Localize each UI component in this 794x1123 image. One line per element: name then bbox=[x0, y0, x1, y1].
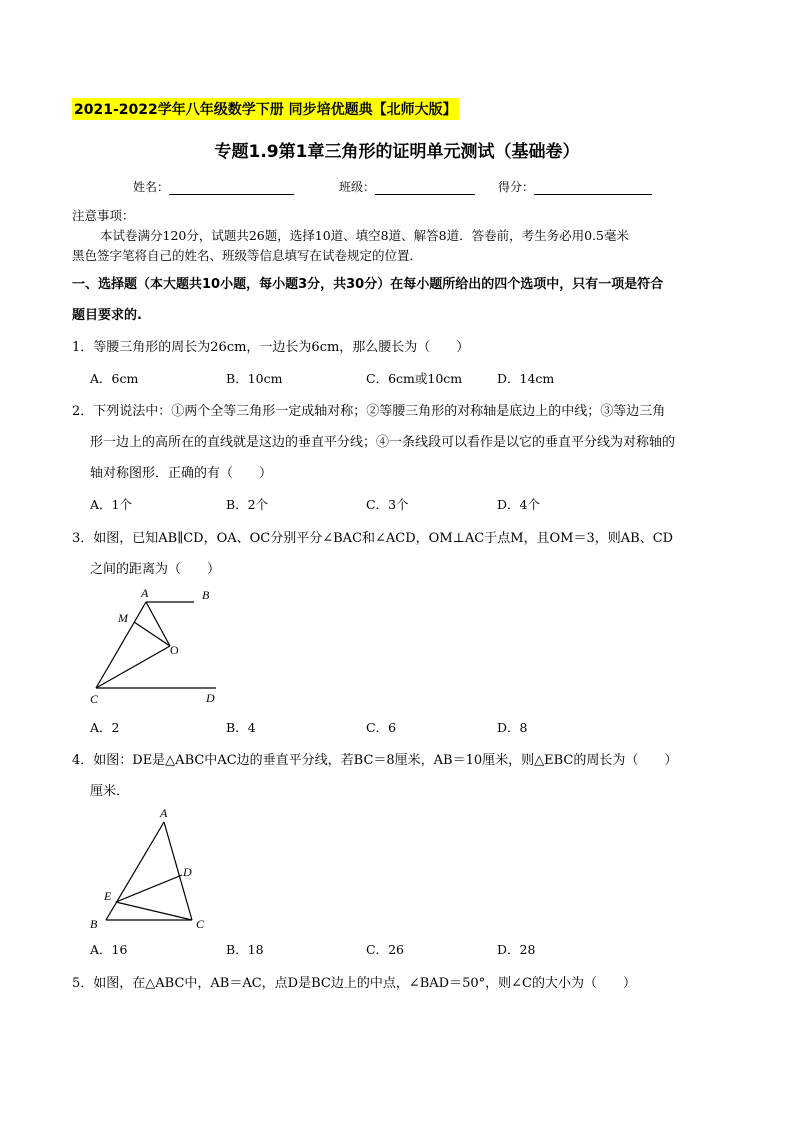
q3-option-c[interactable]: C．6 bbox=[366, 720, 397, 735]
q2-option-d[interactable]: D．4个 bbox=[497, 497, 540, 512]
label-d: D bbox=[183, 865, 192, 879]
label-b: B bbox=[90, 917, 98, 931]
score-field bbox=[498, 178, 652, 195]
label-m: M bbox=[118, 611, 128, 625]
q1-stem: 1．等腰三角形的周长为26cm，一边长为6cm，那么腰长为（ ） bbox=[72, 340, 470, 355]
class-blank[interactable] bbox=[375, 180, 475, 195]
q4-figure bbox=[84, 804, 224, 932]
line-co bbox=[96, 646, 170, 688]
line-ed bbox=[116, 875, 182, 902]
q5-stem: 5．如图，在△ABC中，AB＝AC，点D是BC边上的中点，∠BAD＝50°，则∠C的大小为（ ） bbox=[72, 976, 636, 991]
q3-line-1: 3．如图，已知AB∥CD，OA、OC分别平分∠BAC和∠ACD，OM⊥AC于点M，且OM＝3，则AB、CD bbox=[72, 531, 674, 546]
q1-option-c[interactable]: C．6cm或10cm bbox=[366, 371, 463, 386]
label-a: A bbox=[141, 586, 149, 600]
q2-option-c[interactable]: C．3个 bbox=[366, 497, 409, 512]
label-a: A bbox=[160, 806, 168, 820]
side-ab bbox=[106, 822, 164, 920]
page-title: 专题1.9第1章三角形的证明单元测试（基础卷） bbox=[214, 142, 580, 162]
label-o: O bbox=[170, 643, 179, 657]
q4-line-2: 厘米． bbox=[90, 784, 130, 799]
score-blank[interactable] bbox=[534, 180, 652, 195]
notice-line-1: 本试卷满分120分，试题共26题，选择10道、填空8道、解答8道．答卷前，考生务必用0.5毫米 bbox=[100, 228, 629, 243]
line-ao bbox=[146, 602, 170, 646]
class-field bbox=[339, 178, 475, 195]
class-label: 班级： bbox=[339, 180, 376, 194]
header-tag: 2021-2022学年八年级数学下册 同步培优题典【北师大版】 bbox=[72, 98, 459, 120]
q4-option-b[interactable]: B．18 bbox=[226, 942, 264, 957]
q2-line-3: 轴对称图形．正确的有（ ） bbox=[90, 466, 273, 481]
label-c: C bbox=[196, 917, 205, 931]
q4-option-d[interactable]: D．28 bbox=[497, 942, 536, 957]
section-1-line-1: 一、选择题（本大题共10小题，每小题3分，共30分）在每小题所给出的四个选项中，只有一项是符合 bbox=[72, 277, 664, 292]
q2-option-a[interactable]: A．1个 bbox=[90, 497, 132, 512]
label-b: B bbox=[202, 588, 210, 602]
q1-option-a[interactable]: A．6cm bbox=[90, 371, 139, 386]
q3-option-a[interactable]: A．2 bbox=[90, 720, 120, 735]
q2-option-b[interactable]: B．2个 bbox=[226, 497, 269, 512]
q2-line-1: 2．下列说法中：①两个全等三角形一定成轴对称；②等腰三角形的对称轴是底边上的中线；③等边三角 bbox=[72, 404, 666, 419]
score-label: 得分： bbox=[498, 180, 535, 194]
q3-option-d[interactable]: D．8 bbox=[497, 720, 528, 735]
line-ec bbox=[116, 902, 192, 920]
notice-line-2: 黑色签字笔将自己的姓名、班级等信息填写在试卷规定的位置． bbox=[72, 248, 423, 263]
name-blank[interactable] bbox=[169, 180, 294, 195]
name-field bbox=[133, 178, 294, 195]
q2-line-2: 形一边上的高所在的直线就是这边的垂直平分线；④一条线段可以看作是以它的垂直平分线为对称轴的 bbox=[90, 435, 676, 450]
q3-line-2: 之间的距离为（ ） bbox=[90, 562, 221, 577]
label-c: C bbox=[90, 692, 99, 706]
name-label: 姓名： bbox=[133, 180, 170, 194]
q4-line-1: 4．如图：DE是△ABC中AC边的垂直平分线，若BC＝8厘米，AB＝10厘米，则△EBC的周长为（ ） bbox=[72, 753, 678, 768]
notice-label: 注意事项： bbox=[72, 208, 135, 223]
q4-option-c[interactable]: C．26 bbox=[366, 942, 404, 957]
q3-figure bbox=[84, 584, 234, 709]
label-d: D bbox=[206, 691, 215, 705]
line-mo bbox=[134, 622, 170, 646]
q3-option-b[interactable]: B．4 bbox=[226, 720, 256, 735]
q4-option-a[interactable]: A．16 bbox=[90, 942, 128, 957]
q1-option-b[interactable]: B．10cm bbox=[226, 371, 283, 386]
section-1-line-2: 题目要求的. bbox=[72, 308, 142, 323]
label-e: E bbox=[104, 889, 112, 903]
q1-option-d[interactable]: D．14cm bbox=[497, 371, 555, 386]
